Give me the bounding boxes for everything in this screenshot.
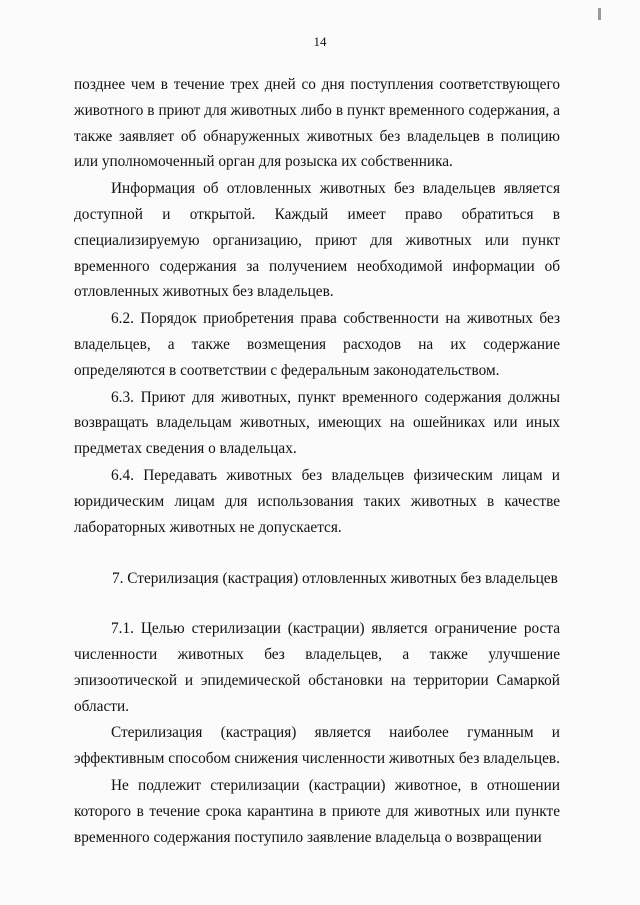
paragraph-6-2: 6.2. Порядок приобретения права собственности на животных без владельцев, а также возмещения расходов на их содержание определяются в соответствии с федеральным законодательством. bbox=[74, 310, 560, 379]
document-body bbox=[74, 72, 560, 850]
page-number: 14 bbox=[313, 34, 327, 49]
paragraph-sterilization-humane: Стерилизация (кастрация) является наиболее гуманным и эффективным способом снижения численности животных без владельцев. bbox=[74, 724, 560, 768]
paragraph-7-1: 7.1. Целью стерилизации (кастрации) является ограничение роста численности животных без владельцев, а также улучшение эпизоотической и эпидемической обстановки на территории Самаркой области. bbox=[74, 620, 560, 715]
paragraph-6-4: 6.4. Передавать животных без владельцев физическим лицам и юридическим лицам для использования таких животных в качестве лабораторных животных не допускается. bbox=[74, 466, 560, 536]
scan-mark bbox=[598, 8, 601, 20]
paragraph-sterilization-exception: Не подлежит стерилизации (кастрации) животное, в отношении которого в течение срока карантина в приюте для животных или пункте временного содержания поступило заявление владельца о возвращении bbox=[74, 776, 560, 846]
paragraph-6-3: 6.3. Приют для животных, пункт временного содержания должны возвращать владельцам животных, имеющих на ошейниках или иных предметах сведения о владельцах. bbox=[74, 388, 560, 458]
paragraph-continuation: позднее чем в течение трех дней со дня поступления соответствующего животного в приют для животных либо в пункт временного содержания, а также заявляет об обнаруженных животных без владельцев в полицию или уполномоченный орган для розыска их собственника. bbox=[74, 76, 560, 171]
paragraph-information-access: Информация об отловленных животных без владельцев является доступной и открытой. Каждый имеет право обратиться в специализируемую организацию, приют для животных или пункт временного содержания за получением необходимой информации об отловленных животных без владельцев. bbox=[74, 180, 560, 301]
section-heading-7: 7. Стерилизация (кастрация) отловленных животных без владельцев bbox=[112, 570, 558, 588]
